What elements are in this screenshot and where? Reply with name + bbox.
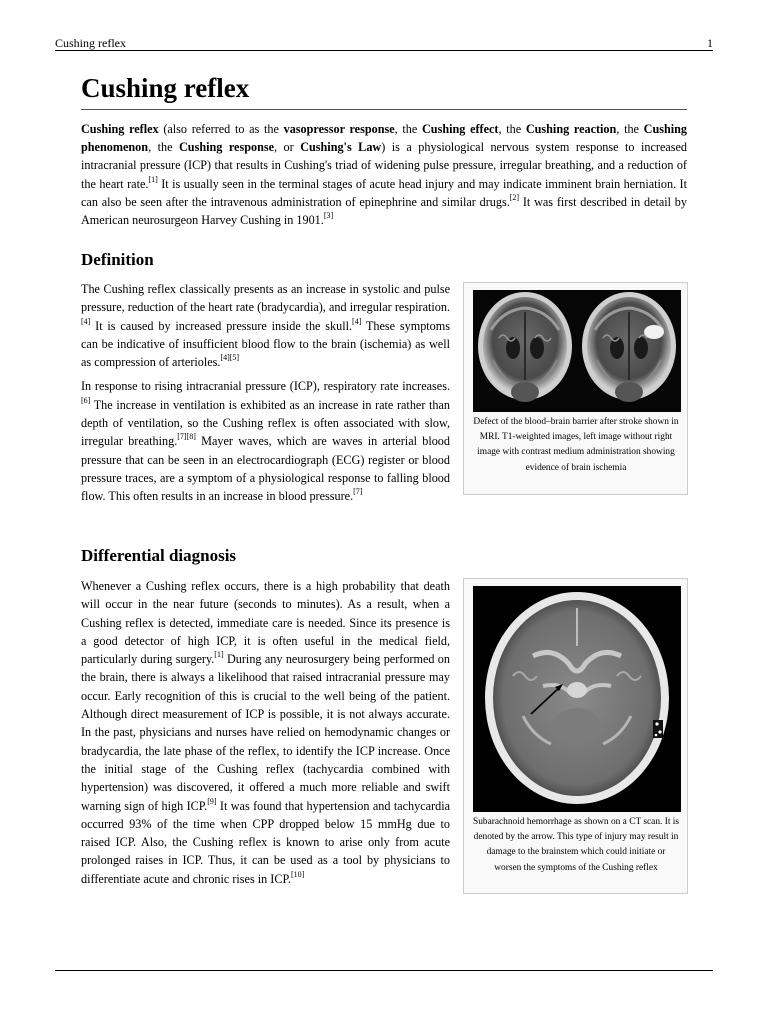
citation-link[interactable]: [7] (353, 487, 363, 497)
header-rule (55, 50, 713, 51)
footer-rule (55, 970, 713, 971)
definition-body (81, 280, 450, 506)
term-cushing-effect: Cushing effect (422, 122, 499, 136)
citation-link[interactable]: [4] (352, 316, 362, 326)
figure-caption: Subarachnoid hemorrhage as shown on a CT scan. It is denoted by the arrow. This type of injury may result in damage to the brainstem which could initiate or worsen the symptoms of the Cushing reflex (472, 817, 680, 873)
differential-body (81, 577, 450, 888)
citation-link[interactable]: [10] (290, 869, 305, 879)
citation-link[interactable]: [6] (81, 395, 91, 405)
running-header-title: Cushing reflex (55, 36, 126, 50)
citation-link[interactable]: [4] (81, 316, 91, 326)
citation-link[interactable]: [9] (207, 796, 217, 806)
citation-link[interactable]: [7][8] (177, 432, 196, 442)
citation-link[interactable]: [2] (509, 192, 520, 202)
figure-ct-hemorrhage (463, 578, 688, 894)
term-vasopressor-response: vasopressor response (283, 122, 395, 136)
definition-paragraph-2: In response to rising intracranial pressure (ICP), respiratory rate increases.[6] The increase in ventilation is exhibited as an increase in rate rather than depth of ventilation, so the Cushing reflex is often associated with slow, irregular breathing.[7][8] Mayer waves, which are waves in arterial blood pressure that can be seen in an electrocardiograph (ECG) register or blood pressure traces, are a symptom of a physiological response to falling blood flow. This often results in an increase in blood pressure.[7] (81, 379, 450, 504)
figure-caption: Defect of the blood–brain barrier after stroke shown in MRI. T1-weighted images, left image without right image with contrast medium administration showing evidence of brain ischemia (473, 417, 679, 473)
term-cushing-phenomenon: Cushing phenomenon (81, 122, 688, 155)
citation-link[interactable]: [3] (323, 210, 334, 220)
differential-paragraph: Whenever a Cushing reflex occurs, there is a high probability that death will occur in the near future (seconds to minutes). As a result, when a Cushing reflex is detected, immediate care is needed. Since its presence is a good detector of high ICP, it is often useful in the medical field, particularly during surgery.[1] During any neurosurgery being performed on the brain, there is always a likelihood that raised intracranial pressure may occur. Early recognition of this is crucial to the well being of the patient. Although direct measurement of ICP is possible, it is not always accurate. In the past, physicians and nurses have relied on hemodynamic changes or bradycardia, the late phase of the reflex, to identify the ICP increase. Once the initial stage of the Cushing reflex (tachycardia combined with hypertension) was discovered, it offered a much more reliable and swift warning sign of high ICP.[9] It was found that hypertension and tachycardia occurred 93% of the time when CPP dropped below 15 mmHg due to raised ICP. Also, the Cushing reflex is known to arise only from acute prolonged raises in ICP. Thus, it can be used as a tool by physicians to differentiate acute and chronic rises in ICP.[10] (81, 579, 450, 886)
definition-paragraph-1: The Cushing reflex classically presents as an increase in systolic and pulse pressure, reduction of the heart rate (bradycardia), and irregular respiration.[4] It is caused by increased pressure inside the skull.[4] These symptoms can be indicative of insufficient blood flow to the brain (ischemia) as well as compression of arterioles.[4][5] (81, 282, 450, 370)
section-heading-definition: Definition (81, 250, 154, 269)
term-cushing-reflex: Cushing reflex (81, 122, 159, 136)
section-heading-differential-diagnosis: Differential diagnosis (81, 546, 237, 565)
page-number: 1 (707, 36, 713, 50)
mri-brain-image[interactable] (473, 290, 681, 412)
title-rule (81, 109, 687, 110)
term-cushing-reaction: Cushing reaction (525, 122, 617, 136)
term-cushings-law: Cushing's Law (300, 140, 382, 155)
citation-link[interactable]: [4][5] (220, 353, 240, 363)
intro-paragraph: Cushing reflex (also referred to as the vasopressor response, the Cushing effect, the Cushing reaction, the Cushing phenomenon, the Cushing response, or Cushing's Law) is a physiological nervous system response to increased intracranial pressure (ICP) that results in Cushing's triad of widening pulse pressure, irregular breathing, and a reduction of the heart rate.[1] It is usually seen in the terminal stages of acute head injury and may indicate imminent brain herniation. It can also be seen after the intravenous administration of epinephrine and similar drugs.[2] It was first described in detail by American neurosurgeon Harvey Cushing in 1901.[3] (81, 122, 688, 228)
citation-link[interactable]: [1] (148, 174, 158, 184)
citation-link[interactable]: [1] (214, 650, 224, 660)
page-title: Cushing reflex (81, 73, 250, 103)
ct-scan-image[interactable] (473, 586, 681, 812)
term-cushing-response: Cushing response (179, 140, 274, 155)
figure-mri-stroke (463, 282, 688, 495)
